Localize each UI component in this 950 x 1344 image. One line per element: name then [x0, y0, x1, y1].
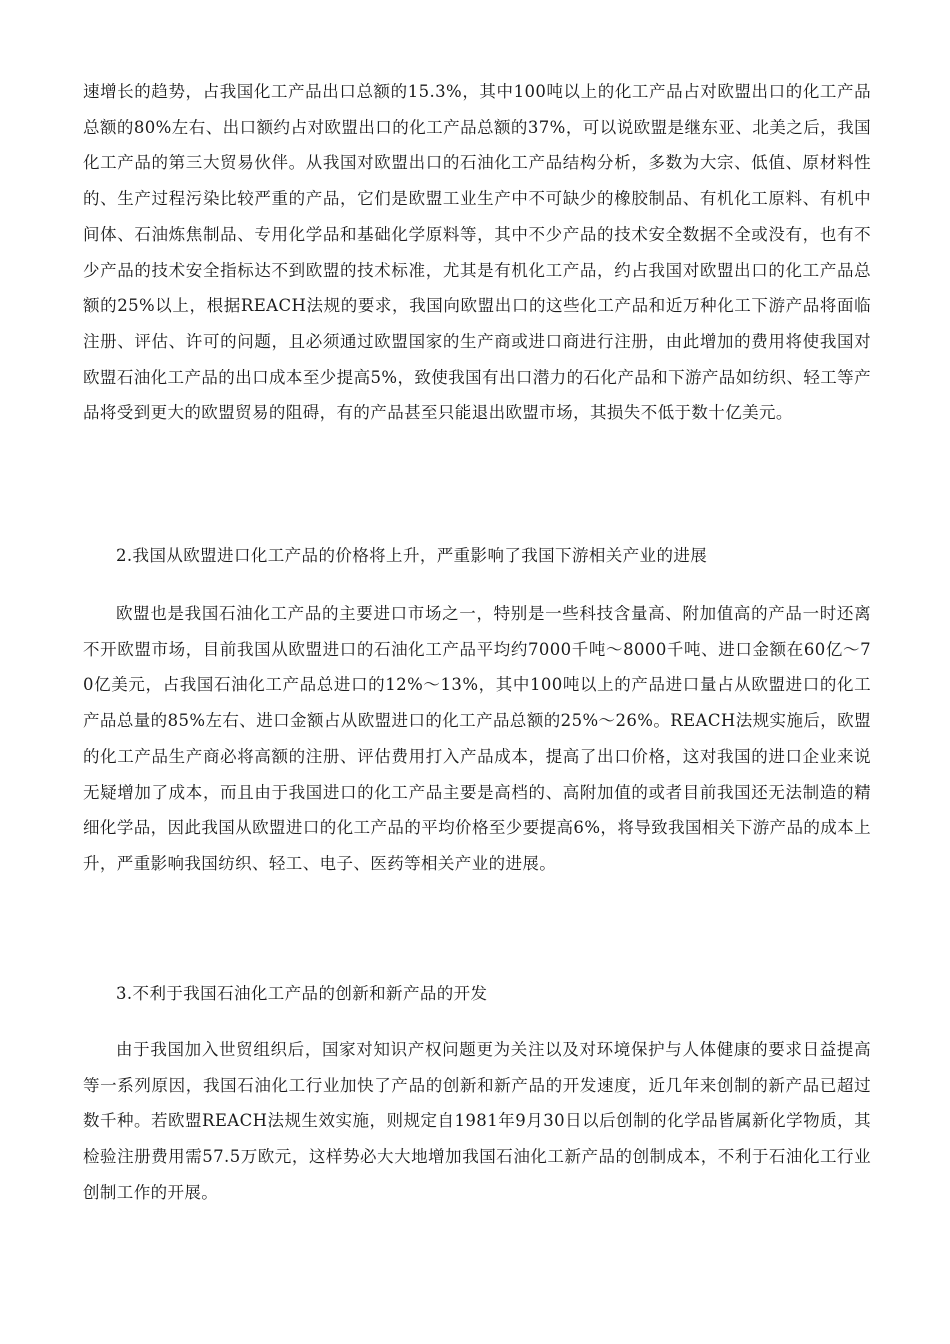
section-heading-3: 3.不利于我国石油化工产品的创新和新产品的开发 — [116, 984, 488, 1003]
paragraph-export-impact: 速增长的趋势，占我国化工产品出口总额的15.3%，其中100吨以上的化工产品占对欧盟出口的化工产品总额的80%左右、出口额约占对欧盟出口的化工产品总额的37%，可以说欧盟是继东亚、北美之后，我国化工产品的第三大贸易伙伴。从我国对欧盟出口的石油化工产品结构分析，多数为大宗、低值、原材料性的、生产过程污染比较严重的产品，它们是欧盟工业生产中不可缺少的橡胶制品、有机化工原料、有机中间体、石油炼焦制品、专用化学品和基础化学原料等，其中不少产品的技术安全数据不全或没有，也有不少产品的技术安全指标达不到欧盟的技术标准，尤其是有机化工产品，约占我国对欧盟出口的化工产品总额的25%以上，根据REACH法规的要求，我国向欧盟出口的这些化工产品和近万种化工下游产品将面临注册、评估、许可的问题，且必须通过欧盟国家的生产商或进口商进行注册，由此增加的费用将使我国对欧盟石油化工产品的出口成本至少提高5%，致使我国有出口潜力的石化产品和下游产品如纺织、轻工等产品将受到更大的欧盟贸易的阻碍，有的产品甚至只能退出欧盟市场，其损失不低于数十亿美元。 — [83, 82, 871, 423]
document-page — [83, 0, 871, 1344]
paragraph-import-impact: 欧盟也是我国石油化工产品的主要进口市场之一，特别是一些科技含量高、附加值高的产品一时还离不开欧盟市场，目前我国从欧盟进口的石油化工产品平均约7000千吨～8000千吨、进口金额在60亿～70亿美元，占我国石油化工产品总进口的12%～13%，其中100吨以上的产品进口量占从欧盟进口的化工产品总量的85%左右、进口金额占从欧盟进口的化工产品总额的25%～26%。REACH法规实施后，欧盟的化工产品生产商必将高额的注册、评估费用打入产品成本，提高了出口价格，这对我国的进口企业来说无疑增加了成本，而且由于我国进口的化工产品主要是高档的、高附加值的或者目前我国还无法制造的精细化学品，因此我国从欧盟进口的化工产品的平均价格至少要提高6%，将导致我国相关下游产品的成本上升，严重影响我国纺织、轻工、电子、医药等相关产业的进展。 — [83, 604, 871, 873]
paragraph-innovation-impact: 由于我国加入世贸组织后，国家对知识产权问题更为关注以及对环境保护与人体健康的要求日益提高等一系列原因，我国石油化工行业加快了产品的创新和新产品的开发速度，近几年来创制的新产品已超过数千种。若欧盟REACH法规生效实施，则规定自1981年9月30日以后创制的化学品皆属新化学物质，其检验注册费用需57.5万欧元，这样势必大大地增加我国石油化工新产品的创制成本，不利于石油化工行业创制工作的开展。 — [83, 1040, 871, 1202]
section-heading-2: 2.我国从欧盟进口化工产品的价格将上升，严重影响了我国下游相关产业的进展 — [116, 546, 708, 565]
